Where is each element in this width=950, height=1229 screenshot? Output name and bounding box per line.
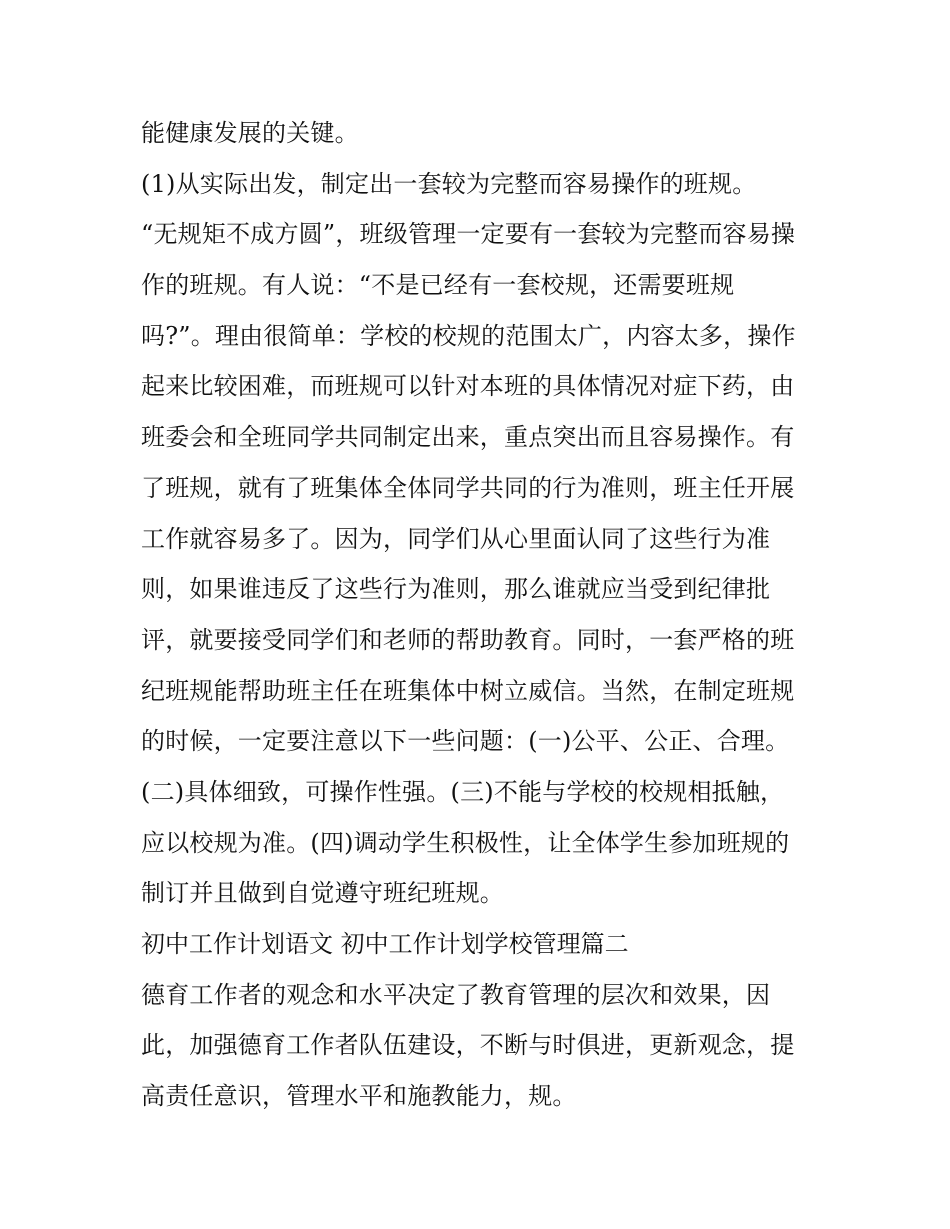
text-line: “无规矩不成方圆”，班级管理一定要有一套较为完整而容易操 (141, 220, 796, 249)
text-line: (1)从实际出发，制定出一套较为完整而容易操作的班规。 (141, 169, 757, 198)
text-line: 了班规，就有了班集体全体同学共同的行为准则，班主任开展 (141, 473, 795, 502)
document-body (141, 108, 821, 1122)
text-line: 此，加强德育工作者队伍建设，不断与时俱进，更新观念，提 (141, 1031, 795, 1060)
text-line: 德育工作者的观念和水平决定了教育管理的层次和效果，因 (141, 980, 771, 1009)
text-line: 高责任意识，管理水平和施教能力，规。 (141, 1082, 577, 1111)
text-line: 的时候，一定要注意以下一些问题：(一)公平、公正、合理。 (141, 727, 790, 756)
text-line: 吗?”。理由很简单：学校的校规的范围太广，内容太多，操作 (141, 321, 796, 350)
text-line: 工作就容易多了。因为，同学们从心里面认同了这些行为准 (141, 524, 771, 553)
text-line: 则，如果谁违反了这些行为准则，那么谁就应当受到纪律批 (141, 575, 771, 604)
text-line: 作的班规。有人说：“不是已经有一套校规，还需要班规 (141, 271, 735, 300)
text-line: 纪班规能帮助班主任在班集体中树立威信。当然，在制定班规 (141, 676, 795, 705)
text-line: 起来比较困难，而班规可以针对本班的具体情况对症下药，由 (141, 372, 795, 401)
text-line: 制订并且做到自觉遵守班纪班规。 (141, 879, 504, 908)
text-line: 应以校规为准。(四)调动学生积极性，让全体学生参加班规的 (141, 828, 790, 857)
text-line: 能健康发展的关键。 (141, 119, 359, 147)
text-line: 班委会和全班同学共同制定出来，重点突出而且容易操作。有 (141, 423, 795, 452)
section-heading: 初中工作计划语文 初中工作计划学校管理篇二 (141, 930, 629, 958)
text-line: (二)具体细致，可操作性强。(三)不能与学校的校规相抵触， (141, 777, 785, 806)
text-line: 评，就要接受同学们和老师的帮助教育。同时，一套严格的班 (141, 625, 795, 654)
